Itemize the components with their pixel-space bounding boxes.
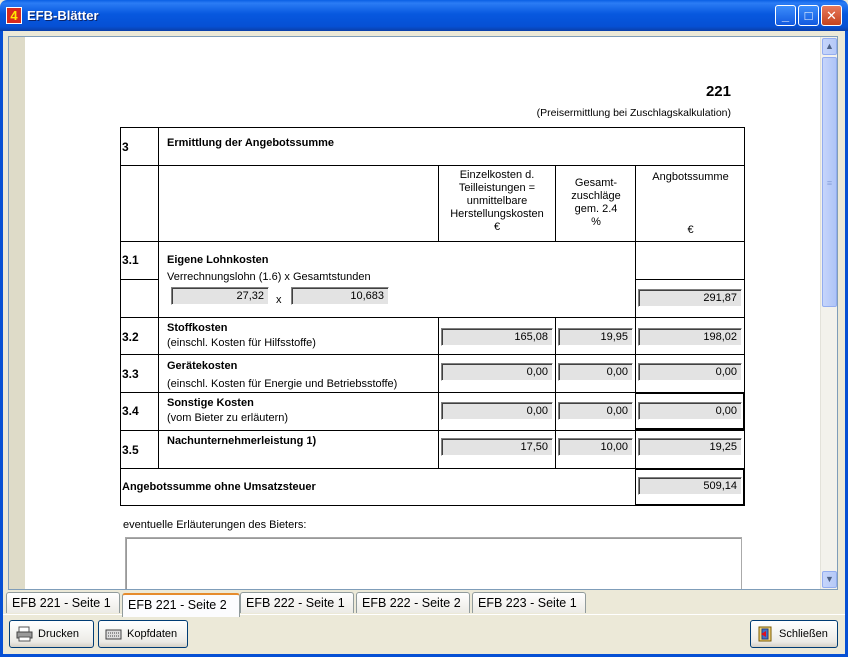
button-bar [3, 614, 845, 654]
row-number: 3.5 [122, 443, 139, 457]
other-pct-field[interactable]: 0,00 [558, 402, 633, 420]
other-total-field[interactable]: 0,00 [638, 402, 742, 420]
multiply-sign: x [276, 294, 282, 306]
row-number: 3.1 [122, 253, 139, 267]
subcontractor-total-field[interactable]: 19,25 [638, 438, 742, 456]
scroll-down-button[interactable]: ▼ [822, 571, 837, 588]
vertical-scrollbar[interactable] [820, 37, 837, 589]
keyboard-icon [105, 626, 122, 642]
app-icon: 4 [6, 7, 22, 24]
labor-total-field[interactable]: 291,87 [638, 289, 742, 307]
document-view[interactable] [8, 36, 838, 590]
printer-icon [16, 626, 33, 642]
row-number: 3.2 [122, 330, 139, 344]
minimize-button[interactable]: _ [775, 5, 796, 26]
print-button-label: Drucken [38, 628, 79, 640]
material-pct-field[interactable]: 19,95 [558, 328, 633, 346]
hours-field[interactable]: 10,683 [291, 287, 389, 305]
row-title: Eigene Lohnkosten [167, 254, 269, 266]
document-margin [9, 37, 25, 589]
row-title: Gerätekosten [167, 360, 238, 372]
row-subtitle: (einschl. Kosten für Hilfsstoffe) [167, 337, 316, 349]
header-col1: Einzelkosten d. Teilleistungen = unmittelbare Herstellungskosten € [450, 169, 544, 233]
close-button[interactable] [750, 620, 838, 648]
wage-field[interactable]: 27,32 [171, 287, 269, 305]
row-subtitle: (einschl. Kosten für Energie und Betriebsstoffe) [167, 378, 398, 390]
exit-icon [757, 626, 774, 642]
row-title: Stoffkosten [167, 322, 228, 334]
tab-efb-223-seite-1[interactable]: EFB 223 - Seite 1 [472, 592, 586, 613]
scroll-thumb[interactable]: ≡ [822, 57, 837, 307]
tab-efb-221-seite-1[interactable]: EFB 221 - Seite 1 [6, 592, 120, 613]
row-number: 3.4 [122, 404, 139, 418]
maximize-button[interactable]: □ [798, 5, 819, 26]
page-subtitle: (Preisermittlung bei Zuschlagskalkulation) [536, 107, 731, 119]
print-button[interactable] [9, 620, 94, 648]
title-bar [0, 0, 848, 31]
subcontractor-pct-field[interactable]: 10,00 [558, 438, 633, 456]
tab-efb-222-seite-2[interactable]: EFB 222 - Seite 2 [356, 592, 470, 613]
notes-textarea[interactable] [125, 537, 742, 590]
subcontractor-cost-field[interactable]: 17,50 [441, 438, 553, 456]
page-number: 221 [705, 83, 731, 100]
scroll-up-button[interactable]: ▲ [822, 38, 837, 55]
notes-label: eventuelle Erläuterungen des Bieters: [123, 519, 307, 531]
row-subtitle: (vom Bieter zu erläutern) [167, 412, 289, 424]
material-total-field[interactable]: 198,02 [638, 328, 742, 346]
header-col3: Angbotssumme [652, 171, 729, 183]
header-col3-unit: € [687, 224, 694, 236]
header-data-button[interactable] [98, 620, 188, 648]
close-window-button[interactable]: ✕ [821, 5, 842, 26]
section-number: 3 [122, 140, 129, 154]
section-title: Ermittlung der Angebotssumme [167, 137, 335, 149]
sum-field[interactable]: 509,14 [638, 477, 742, 495]
equipment-cost-field[interactable]: 0,00 [441, 363, 553, 381]
row-title: Nachunternehmerleistung 1) [167, 435, 317, 447]
window-title: EFB-Blätter [27, 8, 99, 23]
tab-efb-222-seite-1[interactable]: EFB 222 - Seite 1 [240, 592, 354, 613]
header-data-button-label: Kopfdaten [127, 628, 178, 640]
row-number: 3.3 [122, 367, 139, 381]
material-cost-field[interactable]: 165,08 [441, 328, 553, 346]
other-cost-field[interactable]: 0,00 [441, 402, 553, 420]
close-button-label: Schließen [779, 628, 828, 640]
tab-efb-221-seite-2[interactable]: EFB 221 - Seite 2 [122, 593, 240, 617]
cost-table [120, 127, 745, 506]
equipment-pct-field[interactable]: 0,00 [558, 363, 633, 381]
row-subtitle: Verrechnungslohn (1.6) x Gesamtstunden [167, 271, 371, 283]
header-col2: Gesamt-zuschläge gem. 2.4 % [571, 177, 621, 228]
equipment-total-field[interactable]: 0,00 [638, 363, 742, 381]
row-title: Sonstige Kosten [167, 397, 254, 409]
sum-label: Angebotssumme ohne Umsatzsteuer [122, 481, 316, 493]
